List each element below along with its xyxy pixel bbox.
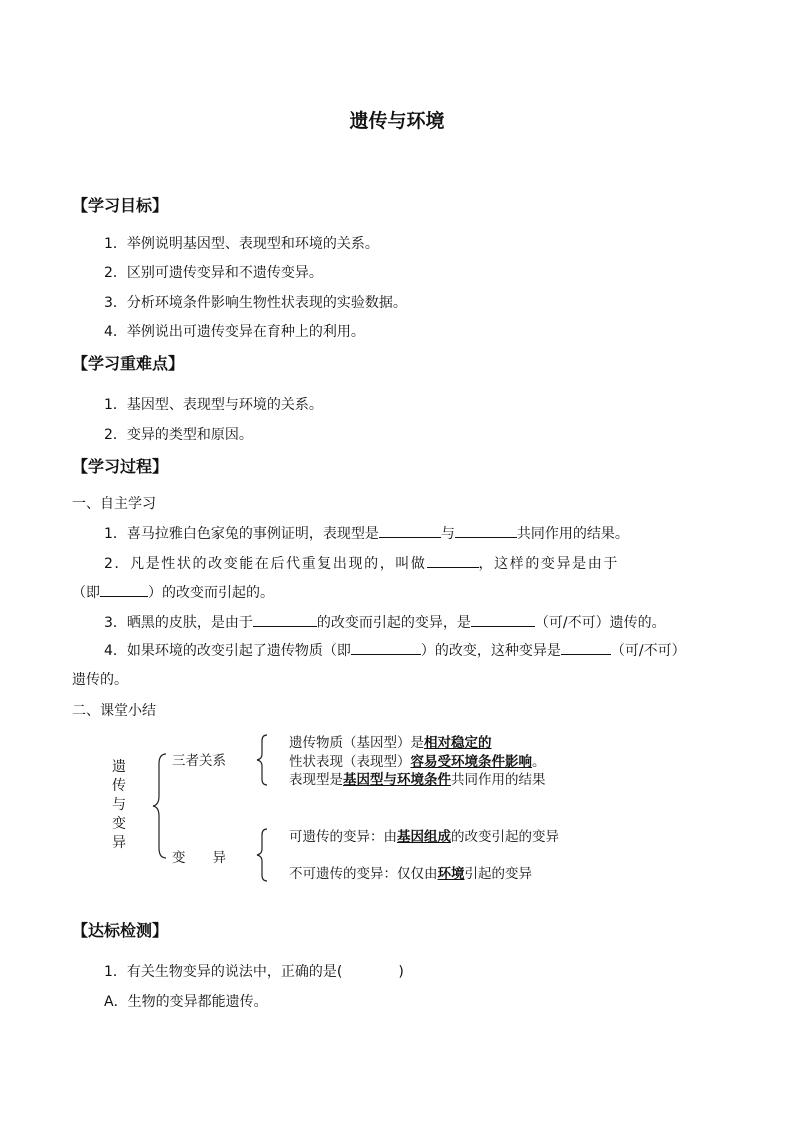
answer-blank[interactable] bbox=[561, 640, 611, 655]
summary-text: 遗传物质（基因型）是 bbox=[289, 735, 424, 751]
summary-emphasis: 基因型与环境条件 bbox=[343, 772, 451, 788]
section-heading-check: 【达标检测】 bbox=[72, 921, 169, 940]
summary-line-interaction bbox=[289, 768, 546, 788]
question-4-line-2: 遗传的。 bbox=[72, 672, 128, 688]
question-text: 1．喜马拉雅白色家兔的事例证明，表现型是 bbox=[104, 526, 379, 542]
objective-item: 1．举例说明基因型、表现型和环境的关系。 bbox=[104, 236, 379, 252]
summary-emphasis: 环境 bbox=[437, 866, 465, 882]
branch-variation: 变 异 bbox=[172, 850, 226, 866]
summary-line-non-heritable bbox=[289, 862, 532, 882]
question-text: （可/不可）遗传的。 bbox=[534, 615, 666, 631]
summary-emphasis: 基因组成 bbox=[397, 829, 451, 845]
summary-emphasis: 容易受环境条件影响 bbox=[410, 754, 532, 770]
lower-brace bbox=[255, 828, 269, 882]
answer-blank[interactable] bbox=[351, 640, 421, 655]
summary-vertical-label: 遗传与变异 bbox=[112, 759, 126, 851]
branch-three-relations: 三者关系 bbox=[172, 753, 226, 769]
section-heading-key-points: 【学习重难点】 bbox=[72, 354, 185, 373]
question-text: 4．如果环境的改变引起了遗传物质（即 bbox=[104, 643, 351, 659]
answer-blank[interactable] bbox=[253, 612, 317, 627]
question-2-line-2 bbox=[72, 582, 274, 602]
objective-item: 2．区别可遗传变异和不遗传变异。 bbox=[104, 265, 323, 281]
question-text: 共同作用的结果。 bbox=[516, 526, 629, 542]
question-text: ，这样的变异是由于 bbox=[478, 556, 619, 572]
answer-blank[interactable] bbox=[471, 612, 535, 627]
question-1 bbox=[104, 523, 629, 543]
subsection-self-study: 一、自主学习 bbox=[72, 496, 156, 512]
left-brace bbox=[150, 752, 170, 860]
answer-blank[interactable] bbox=[100, 582, 148, 597]
key-point-item: 1．基因型、表现型与环境的关系。 bbox=[104, 397, 323, 413]
summary-text: 性状表现（表现型） bbox=[289, 754, 411, 770]
question-text: ）的改变而引起的。 bbox=[148, 585, 274, 601]
summary-text: 引起的变异 bbox=[464, 866, 532, 882]
objective-item: 4．举例说出可遗传变异在育种上的利用。 bbox=[104, 324, 365, 340]
question-text: 的改变而引起的变异，是 bbox=[316, 615, 471, 631]
objective-item: 3．分析环境条件影响生物性状表现的实验数据。 bbox=[104, 295, 407, 311]
summary-line-genotype bbox=[289, 731, 492, 751]
question-text: （可/不可） bbox=[610, 643, 686, 659]
summary-line-phenotype bbox=[289, 750, 546, 770]
summary-text: 可遗传的变异：由 bbox=[289, 829, 397, 845]
question-3 bbox=[104, 612, 666, 632]
summary-text: 不可遗传的变异：仅仅由 bbox=[289, 866, 438, 882]
section-heading-process: 【学习过程】 bbox=[72, 457, 169, 476]
check-question-1: 1．有关生物变异的说法中，正确的是( ) bbox=[104, 964, 404, 980]
check-option-a[interactable]: A．生物的变异都能遗传。 bbox=[104, 994, 268, 1010]
summary-line-heritable bbox=[289, 825, 559, 845]
page-title: 遗传与环境 bbox=[349, 110, 445, 132]
question-2-line-1 bbox=[104, 553, 619, 573]
summary-text: 的改变引起的变异 bbox=[451, 829, 559, 845]
question-text: ）的改变，这种变异是 bbox=[420, 643, 561, 659]
key-point-item: 2．变异的类型和原因。 bbox=[104, 427, 253, 443]
summary-text: 共同作用的结果 bbox=[451, 772, 546, 788]
upper-brace bbox=[255, 734, 269, 786]
summary-text: 。 bbox=[532, 754, 546, 770]
answer-blank[interactable] bbox=[427, 553, 479, 568]
question-4-line-1 bbox=[104, 640, 686, 660]
answer-blank[interactable] bbox=[455, 523, 517, 538]
section-heading-objectives: 【学习目标】 bbox=[72, 196, 169, 215]
question-text: 2．凡是性状的改变能在后代重复出现的，叫做 bbox=[104, 556, 427, 572]
summary-emphasis: 相对稳定的 bbox=[424, 735, 492, 751]
answer-blank[interactable] bbox=[379, 523, 441, 538]
summary-text: 表现型是 bbox=[289, 772, 343, 788]
question-text: 3．晒黑的皮肤，是由于 bbox=[104, 615, 253, 631]
question-text: （即 bbox=[72, 585, 100, 601]
subsection-summary: 二、课堂小结 bbox=[72, 703, 156, 719]
question-text: 与 bbox=[440, 526, 455, 542]
